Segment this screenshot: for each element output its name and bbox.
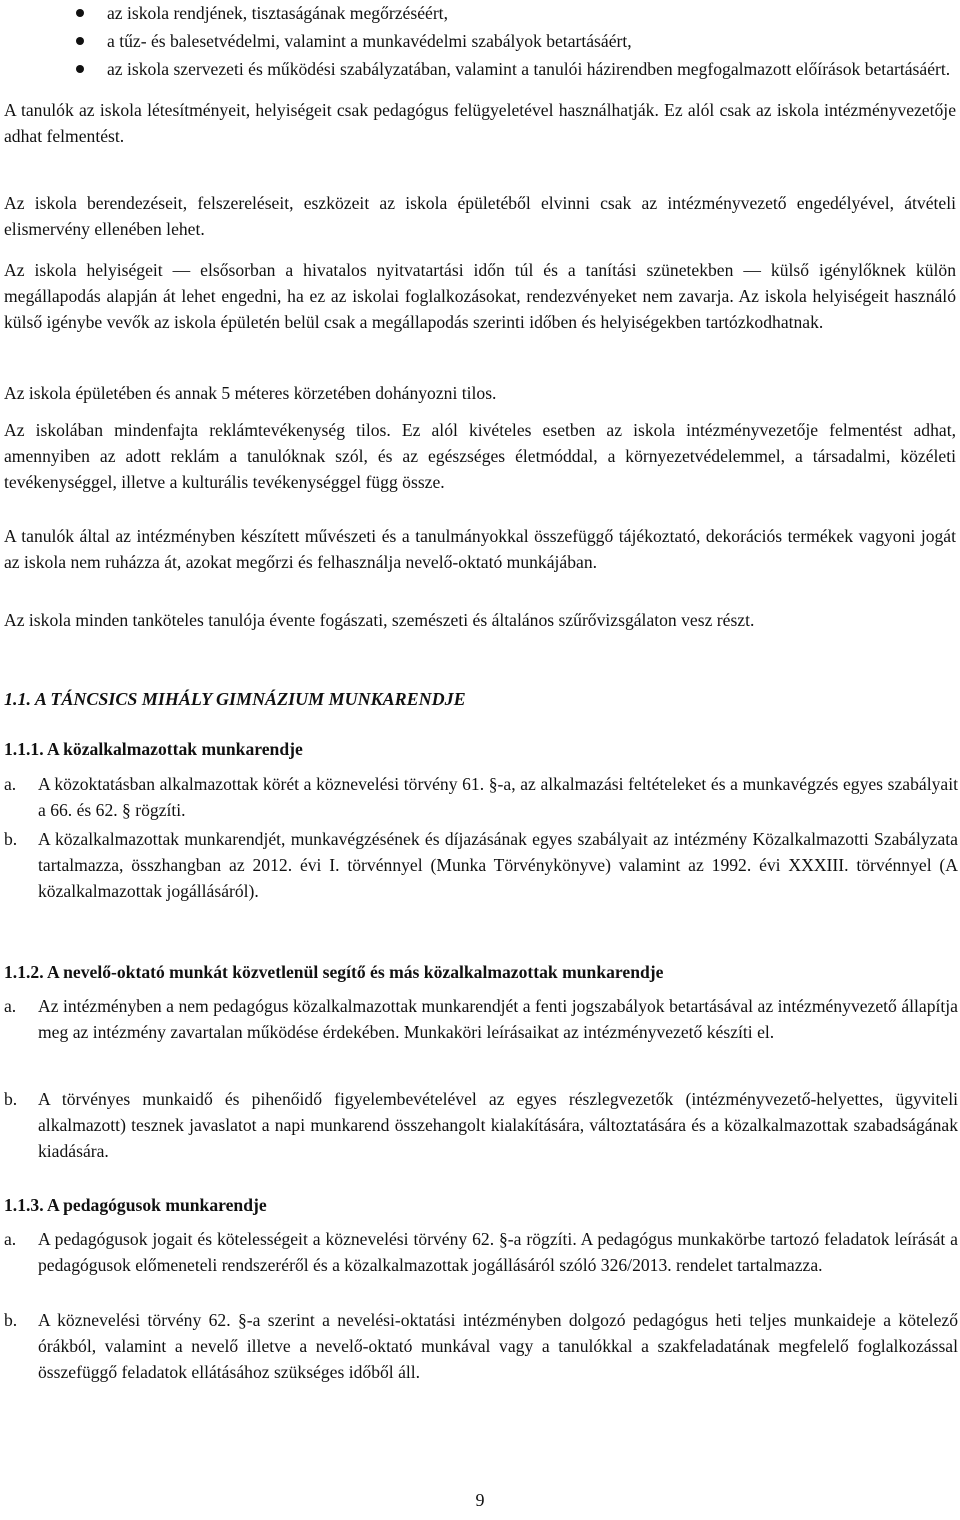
list-item: Az intézményben a nem pedagógus közalkalmazottak munkarendjét a fenti jogszabályok betartásával az intézményvezető állapítja meg az intézmény zavartalan működése érdekében. Munkaköri leírásaikat az intézményvezető készíti el. xyxy=(38,996,958,1042)
bullet-item: a tűz- és balesetvédelmi, valamint a munkavédelmi szabályok betartásáért, xyxy=(107,31,632,51)
paragraph: A tanulók az iskola létesítményeit, helyiségeit csak pedagógus felügyeletével használhatják. Ez alól csak az iskola intézményvezetője adhat felmentést. xyxy=(4,100,956,146)
paragraph: Az iskola helyiségeit — elsősorban a hivatalos nyitvatartási időn túl és a tanítási szünetekben — külső igénylőknek külön megállapodás alapján át lehet engedni, ha ez az iskolai foglalkozásokat, rendezvényeket nem zavarja. Az iskola helyiségeit használó külső igénybe vevők az iskola épületén belül csak a megállapodás szerinti időben és helyiségekben tartózkodhatnak. xyxy=(4,260,956,332)
list-item: A törvényes munkaidő és pihenőidő figyelembevételével az egyes részlegvezetők (intézményvezető-helyettes, ügyviteli alkalmazott) tesznek javaslatot a napi munkarend összehangolt kialakítására, változtatására és a közalkalmazottak szabadságának kiadására. xyxy=(38,1089,958,1161)
paragraph: Az iskolában mindenfajta reklámtevékenység tilos. Ez alól kivételes esetben az iskola intézményvezetője felmentést adhat, amennyiben az adott reklám a tanulóknak szól, és az egészséges életmóddal, a környezetvédelemmel, a társadalmi, közéleti tevékenységgel, illetve a kulturális tevékenységgel függ össze. xyxy=(4,420,956,492)
bullet-dot xyxy=(76,65,84,73)
list-marker: a. xyxy=(4,774,17,794)
list-item: A pedagógusok jogait és kötelességeit a köznevelési törvény 62. §-a rögzíti. A pedagógus munkakörbe tartozó feladatok leírását a pedagógusok előmeneteli rendszeréről és a közalkalmazottak jogállásáról szóló 326/2013. rendelet tartalmazza. xyxy=(38,1229,958,1275)
page-number: 9 xyxy=(475,1490,485,1510)
list-marker: a. xyxy=(4,1229,17,1249)
paragraph: Az iskola minden tanköteles tanulója évente fogászati, szemészeti és általános szűrővizsgálaton vesz részt. xyxy=(4,610,755,630)
list-marker: b. xyxy=(4,1089,18,1109)
bullet-item: az iskola szervezeti és működési szabályzatában, valamint a tanulói házirendben megfogalmazott előírások betartásáért. xyxy=(107,59,951,79)
list-item: A közoktatásban alkalmazottak körét a köznevelési törvény 61. §-a, az alkalmazási feltételeket és a munkavégzés egyes szabályait a 66. és 62. § rögzíti. xyxy=(38,774,958,820)
paragraph: Az iskola berendezéseit, felszereléseit, eszközeit az iskola épületéből elvinni csak az intézményvezető engedélyével, átvételi elismervény ellenében lehet. xyxy=(4,193,956,239)
list-item: A köznevelési törvény 62. §-a szerint a nevelési-oktatási intézményben dolgozó pedagógus heti teljes munkaideje a kötelező órákból, valamint a nevelő illetve a nevelő-oktató munkával vagy a tanulókkal a szakfeladatának megfelelő foglalkozással összefüggő feladatok ellátásához szükséges időből áll. xyxy=(38,1310,958,1382)
bullet-dot xyxy=(76,9,84,17)
subsection-heading: 1.1.1. A közalkalmazottak munkarendje xyxy=(4,739,303,759)
bullet-dot xyxy=(76,37,84,45)
paragraph: A tanulók által az intézményben készített művészeti és a tanulmányokkal összefüggő tájékoztató, dekorációs termékek vagyoni jogát az iskola nem ruházza át, azokat megőrzi és felhasználja nevelő-oktató munkájában. xyxy=(4,526,956,572)
paragraph: Az iskola épületében és annak 5 méteres körzetében dohányozni tilos. xyxy=(4,383,497,403)
subsection-heading: 1.1.3. A pedagógusok munkarendje xyxy=(4,1195,267,1215)
bullet-item: az iskola rendjének, tisztaságának megőrzéséért, xyxy=(107,3,448,23)
list-marker: b. xyxy=(4,829,18,849)
list-item: A közalkalmazottak munkarendjét, munkavégzésének és díjazásának egyes szabályait az intézmény Közalkalmazotti Szabályzata tartalmazza, összhangban az 2012. évi I. törvénnyel (Munka Törvénykönyve) valamint az 1992. évi XXXIII. törvénnyel (A közalkalmazottak jogállásáról). xyxy=(38,829,958,901)
subsection-heading: 1.1.2. A nevelő-oktató munkát közvetlenül segítő és más közalkalmazottak munkarendje xyxy=(4,962,664,982)
list-marker: a. xyxy=(4,996,17,1016)
list-marker: b. xyxy=(4,1310,18,1330)
section-heading: 1.1. A TÁNCSICS MIHÁLY GIMNÁZIUM MUNKARENDJE xyxy=(4,689,466,709)
